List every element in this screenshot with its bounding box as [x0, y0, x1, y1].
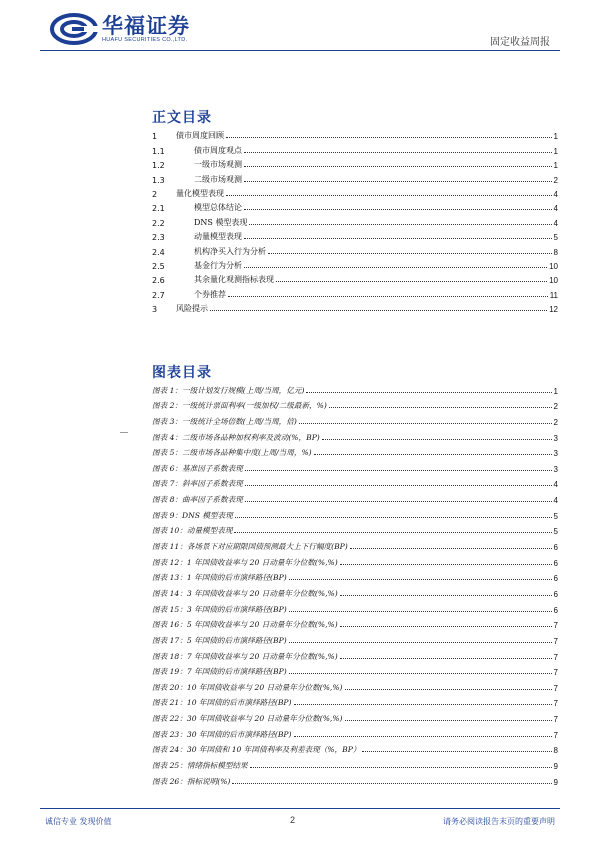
toc-entry[interactable]: [152, 185, 558, 199]
figure-dot-leader: [345, 689, 552, 690]
figure-dot-leader: [362, 751, 551, 752]
figure-entry[interactable]: [152, 536, 558, 552]
toc-entry[interactable]: [152, 242, 558, 256]
figure-entry-label: 图表 1：一级计划发行规模(上周/当周，亿元): [152, 385, 305, 395]
toc-entry[interactable]: [152, 285, 558, 299]
toc-title: 正文目录: [152, 110, 212, 126]
figure-entry-page: 2: [553, 417, 558, 427]
figure-entry-label: 图表 8：曲率因子系数表现: [152, 495, 243, 505]
figure-entry[interactable]: [152, 411, 558, 427]
figure-entry-label: 图表 11：各场景下对应期限国债预测最大上下行幅度(BP): [152, 542, 348, 552]
figure-entry-label: 图表 22：30 年国债收益率与 20 日动量年分位数(%,%): [152, 714, 343, 724]
toc-entry-number: 2: [152, 189, 158, 199]
toc-entry-page: 4: [553, 204, 558, 214]
toc-entry[interactable]: [152, 156, 558, 170]
figure-entry-page: 2: [553, 402, 558, 412]
toc-entry[interactable]: [152, 141, 558, 155]
figure-entry-page: 4: [553, 496, 558, 506]
figure-entry-page: 3: [553, 433, 558, 443]
toc-entry[interactable]: [152, 213, 558, 227]
toc-dot-leader: [244, 181, 552, 182]
figure-dot-leader: [345, 720, 552, 721]
figure-entry-label: 图表 7：斜率因子系数表现: [152, 479, 243, 489]
figure-entry-label: 图表 17：5 年国债的后市演绎路径(BP): [152, 635, 287, 645]
toc-entry-label: 一级市场观测: [194, 160, 242, 170]
figure-dot-leader: [289, 611, 552, 612]
figure-entry[interactable]: [152, 505, 558, 521]
figure-entry-page: 6: [553, 543, 558, 553]
toc-entry-number: 1.3: [152, 175, 165, 185]
toc-entry-number: 1.2: [152, 161, 165, 171]
figure-entry-label: 图表 14：3 年国债收益率与 20 日动量年分位数(%,%): [152, 588, 338, 598]
toc-entry-number: 2.5: [152, 261, 165, 271]
figure-list: [152, 380, 558, 787]
figure-entry-page: 6: [553, 574, 558, 584]
toc-entry-number: 2.3: [152, 233, 165, 243]
figure-entry-page: 7: [553, 715, 558, 725]
figure-entry[interactable]: [152, 521, 558, 537]
toc-dot-leader: [244, 238, 552, 239]
toc-dot-leader: [244, 209, 552, 210]
figure-dot-leader: [245, 470, 552, 471]
toc-entry-number: 2.1: [152, 204, 165, 214]
figure-dot-leader: [329, 407, 552, 408]
figure-entry-label: 图表 23：30 年国债的后市演绎路径(BP): [152, 729, 292, 739]
toc-entry-label: 债市周度观点: [194, 145, 242, 155]
toc-dot-leader: [249, 224, 551, 225]
toc-entry-number: 3: [152, 305, 158, 315]
toc-entry-label: 机构净买入行为分析: [194, 246, 266, 256]
toc-dot-leader: [210, 310, 547, 311]
figure-dot-leader: [314, 454, 552, 455]
figure-entry-label: 图表 5：二级市场各品种集中度(上周/当周，%): [152, 448, 312, 458]
figure-entry[interactable]: [152, 646, 558, 662]
toc-entry-page: 1: [553, 146, 558, 156]
toc-entry[interactable]: [152, 257, 558, 271]
figure-entry-label: 图表 13：1 年国债的后市演绎路径(BP): [152, 573, 287, 583]
margin-mark: [120, 432, 128, 433]
figure-entry-page: 6: [553, 558, 558, 568]
figure-entry[interactable]: [152, 380, 558, 396]
figure-entry-page: 6: [553, 589, 558, 599]
toc-entry-label: 二级市场观测: [194, 174, 242, 184]
figure-entry-page: 7: [553, 636, 558, 646]
header-divider: [40, 50, 560, 51]
toc-entry-page: 10: [549, 276, 558, 286]
toc-entry[interactable]: [152, 271, 558, 285]
table-of-contents: [152, 127, 558, 314]
figure-entry-page: 8: [553, 746, 558, 756]
figure-entry[interactable]: [152, 568, 558, 584]
figure-entry-page: 7: [553, 668, 558, 678]
figure-entry-page: 7: [553, 652, 558, 662]
toc-entry-page: 10: [549, 261, 558, 271]
figure-dot-leader: [299, 423, 552, 424]
toc-entry-label: 其余量化观测指标表现: [194, 275, 274, 285]
toc-entry-label: 风险提示: [176, 304, 208, 314]
figure-dot-leader: [340, 626, 552, 627]
figure-entry-page: 4: [553, 480, 558, 490]
figure-dot-leader: [294, 704, 552, 705]
toc-entry-page: 11: [549, 290, 558, 300]
figure-entry-label: 图表 16：5 年国债收益率与 20 日动量年分位数(%,%): [152, 620, 338, 630]
figure-dot-leader: [245, 485, 552, 486]
figure-entry[interactable]: [152, 755, 558, 771]
toc-entry[interactable]: [152, 170, 558, 184]
figure-entry-label: 图表 2：一级统计票面利率(一级加权/二级最新，%): [152, 401, 327, 411]
figure-entry-page: 5: [553, 527, 558, 537]
toc-entry-number: 2.4: [152, 247, 165, 257]
toc-entry-number: 1.1: [152, 146, 165, 156]
figure-entry-page: 9: [553, 762, 558, 772]
figure-entry[interactable]: [152, 615, 558, 631]
figure-dot-leader: [245, 501, 552, 502]
toc-entry-number: 2.7: [152, 290, 165, 300]
toc-dot-leader: [244, 267, 547, 268]
toc-dot-leader: [244, 152, 552, 153]
company-logo: [50, 10, 220, 50]
toc-entry-page: 12: [549, 305, 558, 315]
toc-entry-label: DNS 模型表现: [194, 217, 248, 227]
toc-entry[interactable]: [152, 228, 558, 242]
figure-list-title: 图表目录: [152, 365, 212, 381]
toc-entry-number: 2.2: [152, 218, 165, 228]
figure-entry[interactable]: [152, 458, 558, 474]
figure-dot-leader: [350, 548, 552, 549]
toc-entry-number: 1: [152, 132, 158, 142]
toc-entry-page: 1: [553, 161, 558, 171]
figure-entry-label: 图表 4：二级市场各品种加权利率及波动(%，BP): [152, 432, 320, 442]
toc-entry-label: 债市周度回顾: [176, 131, 224, 141]
figure-entry-label: 图表 20：10 年国债收益率与 20 日动量年分位数(%,%): [152, 682, 343, 692]
figure-entry-page: 3: [553, 464, 558, 474]
figure-dot-leader: [322, 439, 552, 440]
figure-dot-leader: [289, 642, 552, 643]
figure-dot-leader: [340, 595, 552, 596]
toc-entry-label: 个券推荐: [194, 289, 226, 299]
figure-dot-leader: [306, 392, 551, 393]
figure-entry-page: 6: [553, 605, 558, 615]
figure-entry-page: 3: [553, 449, 558, 459]
figure-entry[interactable]: [152, 474, 558, 490]
toc-entry-number: 2.6: [152, 276, 165, 286]
toc-dot-leader: [228, 296, 548, 297]
figure-entry-label: 图表 21：10 年国债的后市演绎路径(BP): [152, 698, 292, 708]
figure-entry-page: 7: [553, 730, 558, 740]
figure-entry-label: 图表 19：7 年国债的后市演绎路径(BP): [152, 667, 287, 677]
report-type: 固定收益周报: [490, 37, 550, 48]
figure-entry[interactable]: [152, 771, 558, 787]
figure-entry[interactable]: [152, 662, 558, 678]
figure-entry[interactable]: [152, 583, 558, 599]
figure-entry-page: 7: [553, 699, 558, 709]
figure-entry-page: 9: [553, 777, 558, 787]
figure-entry[interactable]: [152, 489, 558, 505]
footer-divider: [40, 808, 560, 809]
toc-dot-leader: [226, 195, 552, 196]
toc-entry[interactable]: [152, 127, 558, 141]
figure-entry-label: 图表 25：情绪指标模型结果: [152, 761, 248, 771]
toc-dot-leader: [276, 281, 547, 282]
figure-dot-leader: [340, 658, 552, 659]
footer-disclaimer: 请务必阅读报告末页的重要声明: [443, 817, 555, 826]
toc-entry-page: 4: [553, 189, 558, 199]
figure-entry-label: 图表 18：7 年国债收益率与 20 日动量年分位数(%,%): [152, 651, 338, 661]
page-number: 2: [290, 815, 296, 825]
toc-entry[interactable]: [152, 199, 558, 213]
huafu-logo-icon: [50, 12, 98, 46]
figure-entry[interactable]: [152, 552, 558, 568]
figure-entry-label: 图表 3：一级统计全场倍数(上周/当周，倍): [152, 416, 297, 426]
figure-entry-label: 图表 9：DNS 模型表现: [152, 510, 233, 520]
figure-entry[interactable]: [152, 630, 558, 646]
footer-slogan: 诚信专业 发现价值: [45, 817, 112, 826]
toc-entry-label: 基金行为分析: [194, 260, 242, 270]
toc-entry-page: 5: [553, 233, 558, 243]
toc-entry-page: 2: [553, 175, 558, 185]
toc-entry-label: 模型总体结论: [194, 203, 242, 213]
figure-entry-label: 图表 12：1 年国债收益率与 20 日动量年分位数(%,%): [152, 557, 338, 567]
figure-entry-page: 1: [553, 386, 558, 396]
figure-dot-leader: [340, 564, 552, 565]
figure-entry[interactable]: [152, 724, 558, 740]
toc-entry-page: 4: [553, 218, 558, 228]
figure-entry[interactable]: [152, 693, 558, 709]
figure-entry[interactable]: [152, 427, 558, 443]
figure-entry[interactable]: [152, 443, 558, 459]
figure-entry-page: 7: [553, 621, 558, 631]
figure-entry-page: 5: [553, 511, 558, 521]
figure-entry[interactable]: [152, 396, 558, 412]
figure-dot-leader: [289, 673, 552, 674]
page-header: [0, 0, 595, 56]
figure-dot-leader: [250, 767, 552, 768]
figure-entry[interactable]: [152, 599, 558, 615]
figure-entry-label: 图表 15：3 年国债的后市演绎路径(BP): [152, 604, 287, 614]
figure-entry-label: 图表 24：30 年国债和 10 年国债利率及利差表现（%，BP）: [152, 745, 361, 755]
figure-dot-leader: [235, 517, 552, 518]
toc-entry-label: 量化模型表现: [176, 188, 224, 198]
logo-english-name: HUAFU SECURITIES CO.,LTD.: [102, 37, 188, 43]
figure-entry-label: 图表 10：动量模型表现: [152, 526, 233, 536]
toc-entry-page: 1: [553, 132, 558, 142]
logo-chinese-name: 华福证券: [102, 13, 190, 38]
figure-entry-label: 图表 26：指标说明(%): [152, 776, 231, 786]
toc-entry-page: 8: [553, 247, 558, 257]
toc-dot-leader: [268, 253, 552, 254]
figure-entry[interactable]: [152, 740, 558, 756]
toc-entry[interactable]: [152, 300, 558, 314]
figure-dot-leader: [232, 783, 551, 784]
toc-dot-leader: [244, 166, 552, 167]
figure-dot-leader: [234, 532, 551, 533]
toc-dot-leader: [226, 137, 552, 138]
toc-entry-label: 动量模型表现: [194, 232, 242, 242]
figure-dot-leader: [294, 736, 552, 737]
figure-entry-label: 图表 6：基准因子系数表现: [152, 463, 243, 473]
figure-entry[interactable]: [152, 677, 558, 693]
figure-dot-leader: [289, 579, 552, 580]
figure-entry[interactable]: [152, 708, 558, 724]
figure-entry-page: 7: [553, 683, 558, 693]
